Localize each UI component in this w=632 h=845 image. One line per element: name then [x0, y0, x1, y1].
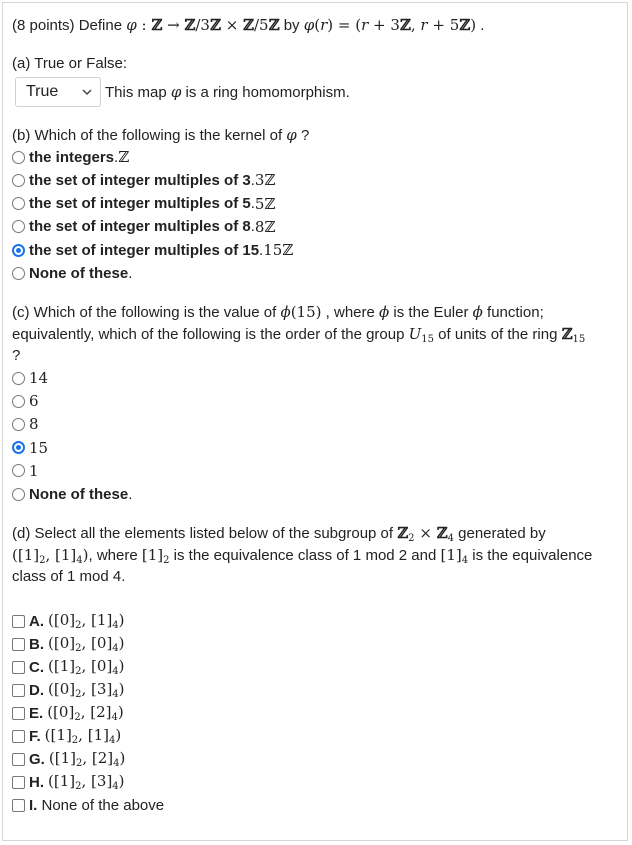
checkbox-option[interactable]: [12, 725, 121, 747]
problem-statement: (8 points) Define φ : ℤ → ℤ/3ℤ × ℤ/5ℤ by φ(r) = (r + 3ℤ, r + 5ℤ) .: [12, 16, 485, 34]
class-mod2: 1: [59, 772, 70, 790]
option-pair: ($[0]_2$, $[2]_4$): [47, 703, 124, 723]
option-letter: I.: [29, 796, 38, 814]
checkbox[interactable]: [12, 799, 25, 812]
option-letter: G.: [29, 750, 45, 768]
class-mod4: 1: [93, 726, 104, 744]
option-label: None of these: [29, 265, 129, 282]
radio-button[interactable]: [12, 372, 25, 385]
checkbox[interactable]: [12, 753, 25, 766]
option-separator: .: [250, 195, 255, 213]
checkbox[interactable]: [12, 684, 25, 697]
radio-button[interactable]: [12, 267, 25, 280]
option-label: None of these: [29, 485, 129, 503]
question-panel: [2, 2, 628, 841]
part-b-question: (b) Which of the following is the kernel of φ ?: [12, 126, 310, 144]
checkbox[interactable]: [12, 661, 25, 674]
option-label: the set of integer multiples of 15: [29, 241, 260, 259]
checkbox[interactable]: [12, 730, 25, 743]
radio-button[interactable]: [12, 174, 25, 187]
option-label: None of the above: [37, 796, 165, 814]
option-pair: ($[1]_2$, $[1]_4$): [44, 726, 122, 746]
option-separator: .: [128, 265, 133, 282]
class-mod2: 0: [59, 680, 70, 698]
true-false-select[interactable]: [15, 77, 101, 107]
option-label: the integers: [29, 148, 115, 166]
option-pair: ($[0]_2$, $[1]_4$): [48, 611, 125, 631]
radio-button[interactable]: [12, 418, 25, 431]
option-math: 15ℤ: [263, 241, 294, 260]
radio-button[interactable]: [12, 244, 25, 257]
option-pair: ($[0]_2$, $[0]_4$): [48, 634, 125, 654]
option-math: 8ℤ: [254, 217, 276, 236]
radio-button[interactable]: [12, 441, 25, 454]
class-mod2: 1: [60, 749, 71, 767]
option-separator: .: [250, 218, 255, 236]
class-mod2: 0: [59, 634, 70, 652]
option-label: 6: [29, 392, 39, 411]
option-label: 8: [29, 415, 39, 434]
option-letter: A.: [29, 612, 44, 630]
option-pair: ($[1]_2$, $[3]_4$): [48, 772, 125, 792]
class-mod4: 2: [96, 703, 106, 721]
radio-option[interactable]: [12, 367, 48, 389]
radio-option[interactable]: [12, 413, 39, 435]
radio-option[interactable]: [12, 483, 132, 505]
checkbox[interactable]: [12, 776, 25, 789]
radio-button[interactable]: [12, 220, 25, 233]
class-mod2: 1: [56, 726, 66, 744]
class-mod4: 0: [96, 657, 107, 675]
option-math: 5ℤ: [254, 194, 276, 213]
part-c-question-line2: equivalently, which of the following is the order of the group $U_{15}$ of units of the ring ℤ$_{15}$: [12, 325, 586, 345]
radio-button[interactable]: [12, 151, 25, 164]
radio-button[interactable]: [12, 464, 25, 477]
checkbox-option[interactable]: [12, 702, 124, 724]
option-label: the set of integer multiples of 8: [29, 218, 251, 236]
class-mod4: 3: [96, 680, 107, 698]
class-mod4: 0: [96, 634, 107, 652]
radio-option[interactable]: [12, 169, 275, 191]
checkbox-option[interactable]: [12, 610, 125, 632]
option-label: 14: [29, 369, 49, 387]
option-letter: C.: [29, 658, 44, 676]
option-letter: D.: [29, 681, 44, 699]
select-value: True: [26, 83, 59, 100]
checkbox[interactable]: [12, 615, 25, 628]
checkbox-option[interactable]: [12, 748, 125, 770]
option-label: the set of integer multiples of 3: [29, 171, 251, 189]
radio-option[interactable]: [12, 460, 39, 482]
option-letter: F.: [29, 727, 41, 745]
checkbox-option[interactable]: [12, 794, 164, 816]
option-pair: ($[1]_2$, $[2]_4$): [48, 749, 126, 769]
checkbox-option[interactable]: [12, 771, 125, 793]
option-letter: H.: [29, 773, 44, 791]
radio-button[interactable]: [12, 395, 25, 408]
class-mod4: 3: [96, 772, 107, 790]
radio-option[interactable]: [12, 263, 132, 285]
class-mod2: 0: [58, 703, 69, 721]
checkbox-option[interactable]: [12, 656, 125, 678]
part-c-question-line3: ?: [12, 347, 21, 364]
checkbox[interactable]: [12, 707, 25, 720]
radio-button[interactable]: [12, 197, 25, 210]
class-mod2: 0: [59, 611, 70, 629]
class-mod2: 1: [59, 657, 70, 675]
radio-option[interactable]: [12, 239, 293, 261]
option-letter: B.: [29, 635, 44, 653]
option-separator: .: [114, 148, 119, 166]
radio-option[interactable]: [12, 390, 39, 412]
class-mod4: 1: [96, 611, 107, 629]
part-a-statement: This map φ is a ring homomorphism.: [105, 83, 350, 101]
checkbox[interactable]: [12, 638, 25, 651]
option-math: 3ℤ: [254, 171, 276, 190]
checkbox-option[interactable]: [12, 633, 125, 655]
option-pair: ($[1]_2$, $[0]_4$): [48, 657, 125, 677]
option-separator: .: [259, 241, 264, 259]
radio-button[interactable]: [12, 488, 25, 501]
option-label: the set of integer multiples of 5: [29, 195, 251, 213]
option-label: 1: [29, 461, 39, 480]
option-separator: .: [128, 485, 133, 503]
chevron-down-icon: [82, 87, 92, 97]
class-mod4: 2: [97, 749, 108, 767]
radio-option[interactable]: [12, 146, 129, 168]
checkbox-option[interactable]: [12, 679, 125, 701]
part-d-question-line3: class of 1 mod 4.: [12, 568, 126, 585]
option-letter: E.: [29, 704, 44, 722]
part-d-question-line2: ($[1]_2$, $[1]_4$), where $[1]_2$ is the equivalence class of 1 mod 2 and $[1]_4$ is the equivalence: [12, 546, 593, 566]
radio-option[interactable]: [12, 437, 48, 459]
radio-option[interactable]: [12, 193, 275, 215]
option-math: ℤ: [118, 148, 130, 166]
part-c-question-line1: (c) Which of the following is the value of ϕ(15) , where ϕ is the Euler ϕ function;: [12, 303, 544, 321]
part-d-question-line1: (d) Select all the elements listed below of the subgroup of ℤ$_2$ × ℤ$_4$ generated by: [12, 524, 546, 544]
option-label: 15: [29, 438, 49, 457]
option-pair: ($[0]_2$, $[3]_4$): [48, 680, 125, 700]
part-a-label: (a) True or False:: [12, 55, 128, 72]
radio-option[interactable]: [12, 216, 275, 238]
option-separator: .: [250, 171, 255, 189]
